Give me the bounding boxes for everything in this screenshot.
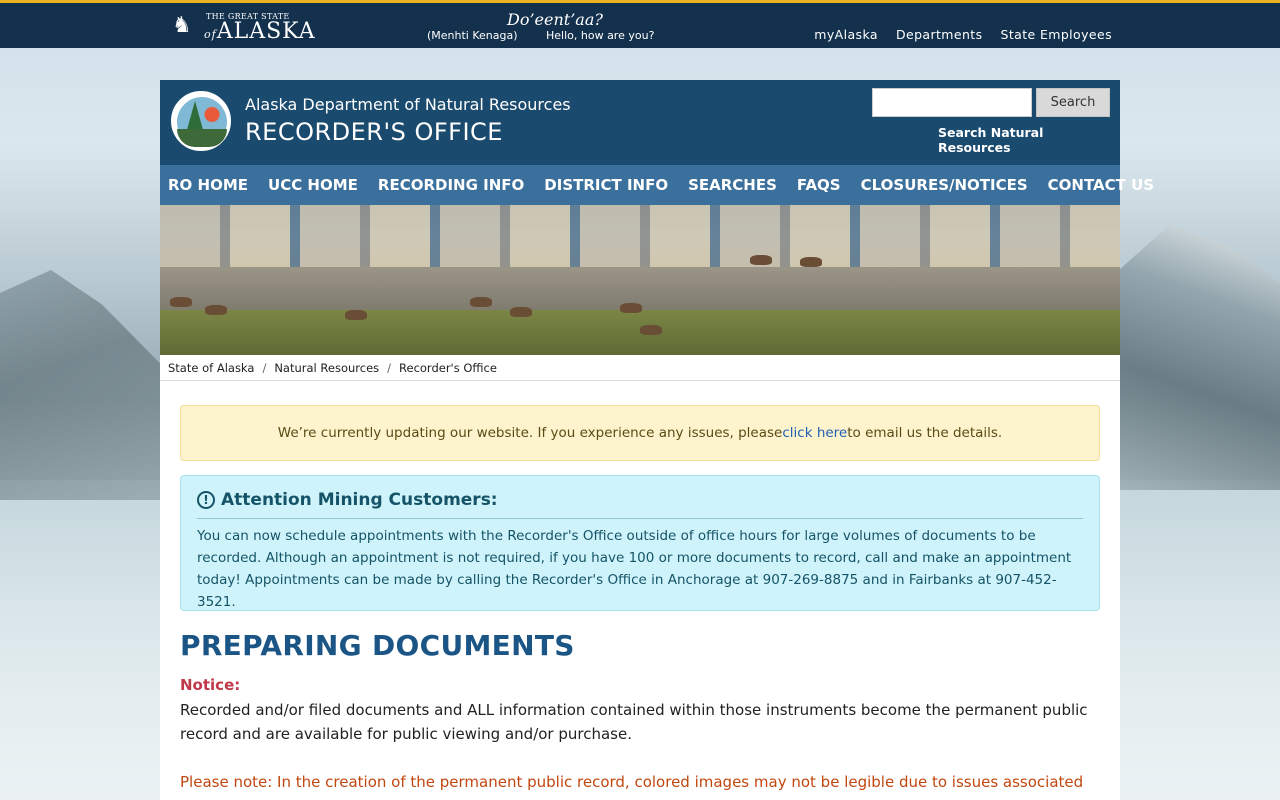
link-myalaska[interactable]: myAlaska	[814, 27, 878, 42]
alaska-state-logo[interactable]	[170, 9, 316, 45]
notice-text: Recorded and/or filed documents and ALL information contained within those instruments become the permanent public record and are available for public viewing and/or purchase.	[180, 701, 1088, 743]
breadcrumb-recorders-office: Recorder's Office	[399, 360, 497, 375]
nav-ro-home[interactable]: RO HOME	[168, 176, 249, 194]
office-name[interactable]: RECORDER'S OFFICE	[245, 118, 503, 146]
breadcrumb-natural-resources[interactable]: Natural Resources	[274, 360, 380, 375]
exclamation-circle-icon: !	[197, 491, 215, 509]
background-mountain-right	[1110, 225, 1280, 490]
background-mountain-left	[0, 270, 170, 500]
dnr-seal-icon[interactable]	[168, 88, 234, 154]
mining-alert	[180, 475, 1100, 611]
bear-icon: ♞	[172, 13, 192, 38]
main-container	[160, 80, 1155, 800]
search-input[interactable]	[872, 88, 1032, 117]
nav-closures-notices[interactable]: CLOSURES/NOTICES	[860, 176, 1028, 194]
logo-tagline: THE GREAT STATE	[206, 12, 290, 21]
department-name[interactable]: Alaska Department of Natural Resources	[245, 95, 571, 114]
click-here-link[interactable]: click here	[782, 425, 848, 441]
breadcrumb-state[interactable]: State of Alaska	[168, 360, 255, 375]
nav-ucc-home[interactable]: UCC HOME	[268, 176, 358, 194]
update-alert: We’re currently updating our website. If you experience any issues, please click here to email us the details.	[180, 405, 1100, 461]
top-links	[814, 27, 1112, 42]
link-departments[interactable]: Departments	[895, 27, 983, 42]
greeting-native: Do’eent’aa?	[507, 10, 603, 29]
greeting	[425, 8, 665, 44]
search-button[interactable]: Search	[1036, 88, 1110, 117]
nav-recording-info[interactable]: RECORDING INFO	[377, 176, 525, 194]
link-state-employees[interactable]: State Employees	[1000, 27, 1112, 42]
state-bar	[0, 0, 1280, 48]
breadcrumb: State of Alaska / Natural Resources / Recorder's Office	[160, 355, 1120, 381]
page-content	[160, 381, 1120, 794]
main-nav	[160, 165, 1155, 205]
please-note-text: Please note: In the creation of the permanent public record, colored images may not be legible due to issues associated	[180, 773, 1084, 791]
nav-searches[interactable]: SEARCHES	[688, 176, 777, 194]
nav-contact-us[interactable]: CONTACT US	[1047, 176, 1155, 194]
banner-image	[160, 205, 1120, 355]
mining-alert-title: Attention Mining Customers:	[221, 490, 498, 510]
greeting-language: (Menhti Kenaga)	[427, 29, 518, 42]
nav-district-info[interactable]: DISTRICT INFO	[544, 176, 669, 194]
search-caption: Search Natural Resources	[938, 125, 1044, 155]
mining-alert-body: You can now schedule appointments with the Recorder's Office outside of office hours for large volumes of documents to be recorded. Although an appointment is not required, if you have 100 or more documents to record, call and make an appointment today! Appointments can be made by calling the Recorder's Office in Anchorage at 907-269-8875 and in Fairbanks at 907-452-3521.	[197, 528, 1072, 610]
nav-faqs[interactable]: FAQS	[796, 176, 841, 194]
mining-alert-header	[197, 490, 1083, 519]
notice-label: Notice:	[180, 676, 241, 694]
page-title: PREPARING DOCUMENTS	[180, 629, 575, 662]
department-header	[160, 80, 1120, 165]
greeting-english: Hello, how are you?	[546, 29, 655, 42]
logo-wordmark: ofALASKA	[204, 19, 316, 44]
